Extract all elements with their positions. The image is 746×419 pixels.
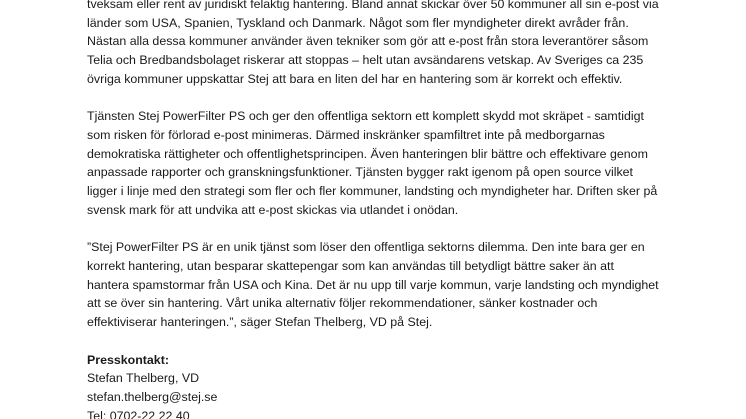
- paragraph-spacer: [87, 88, 687, 107]
- text-line: korrekt hantering, utan besparar skattepengar som kan användas till betydligt bättre saker än att: [87, 259, 614, 274]
- press-release-body: [87, 0, 687, 419]
- press-contact-heading: Presskontakt:: [87, 352, 169, 367]
- text-line: svensk mark för att undvika att e-post skickas via utlandet i onödan.: [87, 202, 459, 217]
- text-line: tveksam eller rent av juridiskt felaktig hantering. Bland annat skickar över 50 kommuner all sin e-post via: [87, 0, 659, 11]
- text-line: övriga kommuner uppskattar Stej att bara en liten del har en hantering som är korrekt och effektiv.: [87, 71, 623, 86]
- text-line: ligger i linje med den strategi som fler och fler kommuner, landsting och myndigheter har. Driften sker på: [87, 184, 658, 199]
- paragraph-service-description: [87, 107, 687, 219]
- press-contact-phone: Tel: 0702-22 22 40: [87, 408, 190, 419]
- text-line: anpassade rapporter och granskningsfunktioner. Tjänsten bygger rakt igenom på open source vilket: [87, 165, 633, 180]
- text-line: att se över sin hantering. Vårt unika alternativ följer rekommendationer, sänker kostnader och: [87, 296, 598, 311]
- text-line: ”Stej PowerFilter PS är en unik tjänst som löser den offentliga sektorns dilemma. Den inte bara ger en: [87, 240, 645, 255]
- paragraph-quote: [87, 238, 687, 331]
- text-line: som risken för förlorad e-post minimeras. Därmed inskränker spamfiltret inte på medborgarnas: [87, 128, 605, 143]
- text-line: länder som USA, Spanien, Tyskland och Danmark. Något som fler myndigheter direkt avråder från.: [87, 15, 629, 30]
- text-line: demokratiska rättigheter och offentlighetsprincipen. Även hanteringen blir bättre och effektivare genom: [87, 146, 648, 161]
- text-line: Nästan alla dessa kommuner använder även tekniker som gör att e-post från stora leverantörer såsom: [87, 34, 649, 49]
- press-contact-name: Stefan Thelberg, VD: [87, 371, 200, 386]
- text-line: Telia och Bredbandsbolaget riskerar att stoppas – helt utan avsändarens vetskap. Av Sveriges ca 235: [87, 53, 644, 68]
- text-line: Tjänsten Stej PowerFilter PS och ger den offentliga sektorn ett komplett skydd mot skräpet - samtidigt: [87, 109, 644, 124]
- press-contact-email: stefan.thelberg@stej.se: [87, 390, 218, 405]
- paragraph-spacer: [87, 332, 687, 351]
- paragraph-email-handling: [87, 0, 687, 88]
- text-line: effektiviserar hanteringen.”, säger Stefan Thelberg, VD på Stej.: [87, 315, 433, 330]
- paragraph-spacer: [87, 219, 687, 238]
- press-contact: [87, 351, 687, 419]
- text-line: hantera spamstormar från USA och Kina. Det är nu upp till varje kommun, varje landsting och myndighet: [87, 277, 659, 292]
